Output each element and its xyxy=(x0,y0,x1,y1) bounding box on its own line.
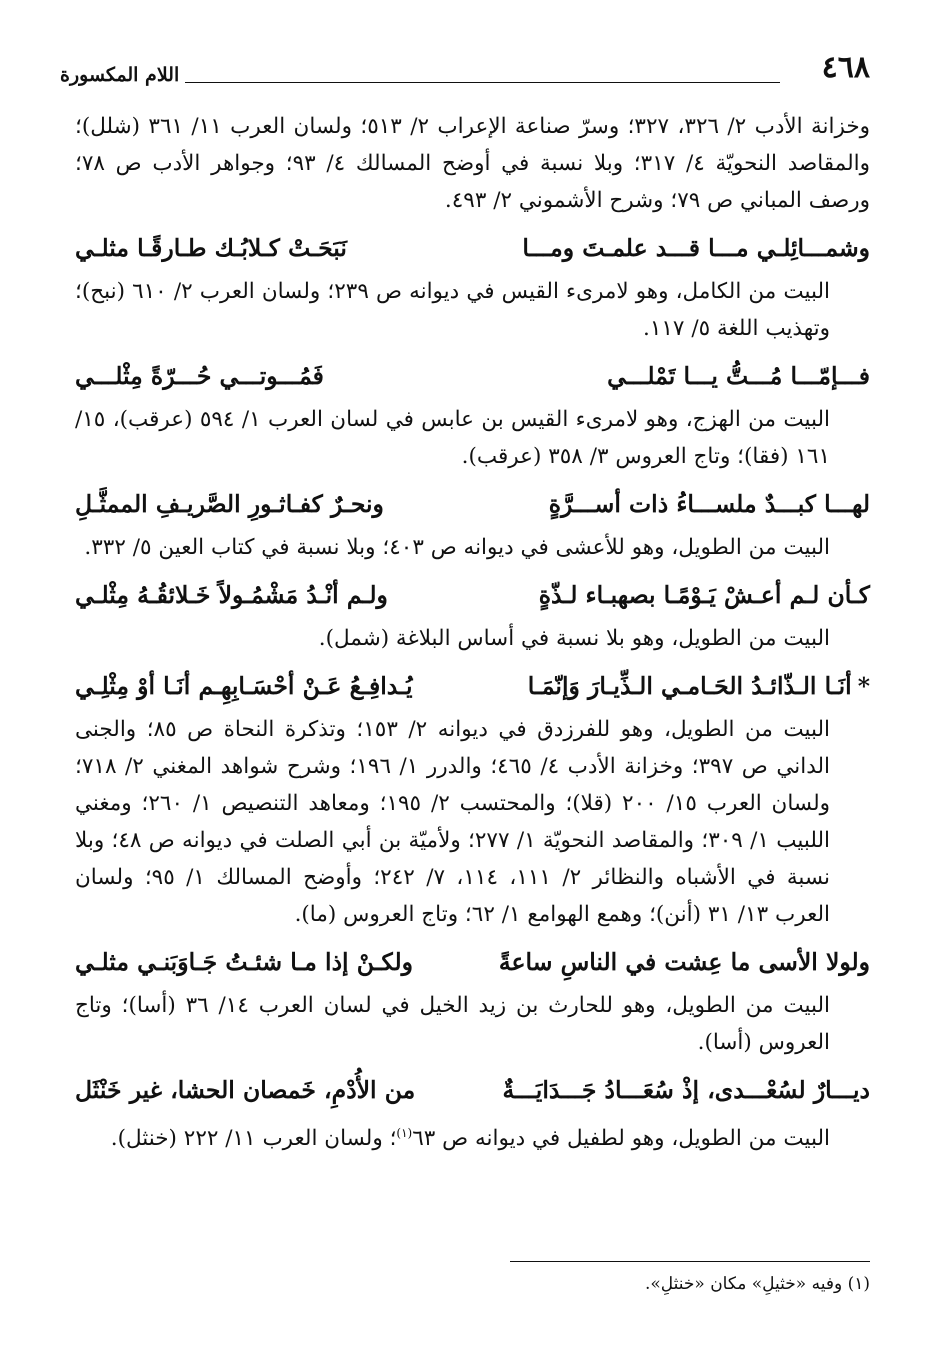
verse-second-hemistich: من الأُدْمِ، خَمصان الحشا، غير خَنْثَل xyxy=(75,1076,416,1104)
citation-paragraph: البيت من الهزج، وهو لامرىء القيس بن عابس في لسان العرب ١/ ٥٩٤ (عرقب)، ١٥/ ١٦١ (فقا)؛ وتاج العروس ٣/ ٣٥٨ (عرقب). xyxy=(75,407,830,469)
verse-first-hemistich xyxy=(607,351,870,401)
hemistich-text: كـأن لـم أعـشْ يَـوْمًـا بصهبـاء لـذّةٍ xyxy=(538,581,870,609)
verse-first-hemistich xyxy=(503,1065,870,1115)
verse-second-hemistich: ونحـرٌ كفـاثـورِ الصَّريـفِ الممثَّـلِ xyxy=(75,490,384,518)
verse-first-hemistich xyxy=(528,661,870,711)
poetry-verse xyxy=(75,479,870,529)
footnote: (١) وفيه «خثيلِ» مكان «خنثلِ». xyxy=(644,1274,870,1294)
hemistich-text: ولولا الأسى ما عِشت في الناسِ ساعةً xyxy=(498,948,870,976)
verse-first-hemistich xyxy=(499,937,870,987)
verse-first-hemistich xyxy=(522,223,870,273)
hemistich-text: ديـــارٌ لسُعْـــدى، إذْ سُعَـــادُ جَـــدَايَـــةٌ xyxy=(502,1076,870,1104)
citation-paragraph: وخزانة الأدب ٢/ ٣٢٦، ٣٢٧؛ وسرّ صناعة الإعراب ٢/ ٥١٣؛ ولسان العرب ١١/ ٣٦١ (شلل)؛ والمقاصد النحويّة ٤/ ٣١٧؛ وبلا نسبة في أوضح المسالك ٤/ ٩٣؛ وجواهر الأدب ص ٧٨؛ ورصف المباني ص ٧٩؛ وشرح الأشموني ٢/ ٤٩٣. xyxy=(75,114,871,213)
citation-paragraph: البيت من الكامل، وهو لامرىء القيس في ديوانه ص ٢٣٩؛ ولسان العرب ٢/ ٦١٠ (نبح)؛ وتهذيب اللغة ٥/ ١١٧. xyxy=(75,279,830,341)
page-body xyxy=(75,108,870,1157)
citation-paragraph: البيت من الطويل، وهو للحارث بن زيد الخيل في لسان العرب ١٤/ ٣٦ (أسا)؛ وتاج العروس (أسا). xyxy=(75,993,830,1055)
verse-first-hemistich xyxy=(539,570,870,620)
hemistich-text: وشمـــائِلـي مـــا قـــد علمـتَ ومـــا xyxy=(522,234,870,262)
paragraph-text: البيت من الطويل، وهو لطفيل في ديوانه ص ٦٣ xyxy=(412,1126,830,1152)
poetry-verse xyxy=(75,351,870,401)
footnote-marker: (١) xyxy=(396,1126,413,1140)
hemistich-text: أنَـا الـذّائـدُ الحَـامـي الـذِّيـارَ وَإنّمَـا xyxy=(527,672,852,700)
poetry-verse xyxy=(75,1065,870,1115)
verse-first-hemistich xyxy=(549,479,870,529)
hemistich-text: لهـــا كبـــدٌ ملســـاءُ ذات أســـرَّةٍ xyxy=(548,490,870,518)
verse-second-hemistich: ولـم أنْـدُ مَشْمُـولاً خَـلائقُـهُ مِثْلـي xyxy=(75,581,388,609)
poetry-verse xyxy=(75,661,870,711)
paragraph-text: ؛ ولسان العرب ١١/ ٢٢٢ (خنثل). xyxy=(110,1126,397,1152)
poetry-verse xyxy=(75,937,870,987)
citation-paragraph: البيت من الطويل، وهو بلا نسبة في أساس البلاغة (شمل). xyxy=(318,626,830,651)
page-number: ٤٦٨ xyxy=(821,50,870,85)
verse-second-hemistich: فَمُـــوتـــي حُـــرّةً مِثْلـــي xyxy=(75,362,324,390)
citation-paragraph xyxy=(75,1115,870,1157)
page-header xyxy=(60,50,870,94)
poetry-verse xyxy=(75,570,870,620)
citation-paragraph: البيت من الطويل، وهو للفرزدق في ديوانه ٢/ ١٥٣؛ وتذكرة النحاة ص ٨٥؛ والجنى الداني ص ٣٩٧؛ وخزانة الأدب ٤/ ٤٦٥؛ والدرر ١/ ١٩٦؛ وشرح شواهد المغني ٢/ ٧١٨؛ ولسان العرب ١٥/ ٢٠٠ (قلا)؛ والمحتسب ٢/ ١٩٥؛ ومعاهد التنصيص ١/ ٢٦٠؛ ومغني اللبيب ١/ ٣٠٩؛ والمقاصد النحويّة ١/ ٢٧٧؛ ولأميّة بن أبي الصلت في ديوانه ص ٤٨؛ وبلا نسبة في الأشباه والنظائر ٢/ ١١١، ١١٤، ٧/ ٢٤٢؛ وأوضح المسالك ١/ ٩٥؛ ولسان العرب ١٣/ ٣١ (أنن)؛ وهمع الهوامع ١/ ٦٢؛ وتاج العروس (ما). xyxy=(75,717,831,927)
asterisk-marker: * xyxy=(857,672,870,700)
footnote-rule xyxy=(510,1261,870,1262)
running-title: اللام المكسورة xyxy=(60,64,180,86)
verse-second-hemistich: نَبَحَـتْ كـلابُـك طـارقًـا مثلـي xyxy=(75,234,347,262)
verse-second-hemistich: يُـدافِـعُ عَـنْ أحْسَـابِهِـم أنَـا أوْ مِثْلِـي xyxy=(75,672,413,700)
citation-paragraph: البيت من الطويل، وهو للأعشى في ديوانه ص ٤٠٣؛ وبلا نسبة في كتاب العين ٥/ ٣٣٢. xyxy=(84,535,830,560)
verse-second-hemistich: ولكـنْ إذا مـا شئـتُ جَـاوَبَنـي مثلـي xyxy=(75,948,414,976)
poetry-verse xyxy=(75,223,870,273)
header-rule xyxy=(185,82,780,83)
hemistich-text: فـــإمّـــا مُـــتُّ يـــا تَمْلـــي xyxy=(607,362,870,390)
